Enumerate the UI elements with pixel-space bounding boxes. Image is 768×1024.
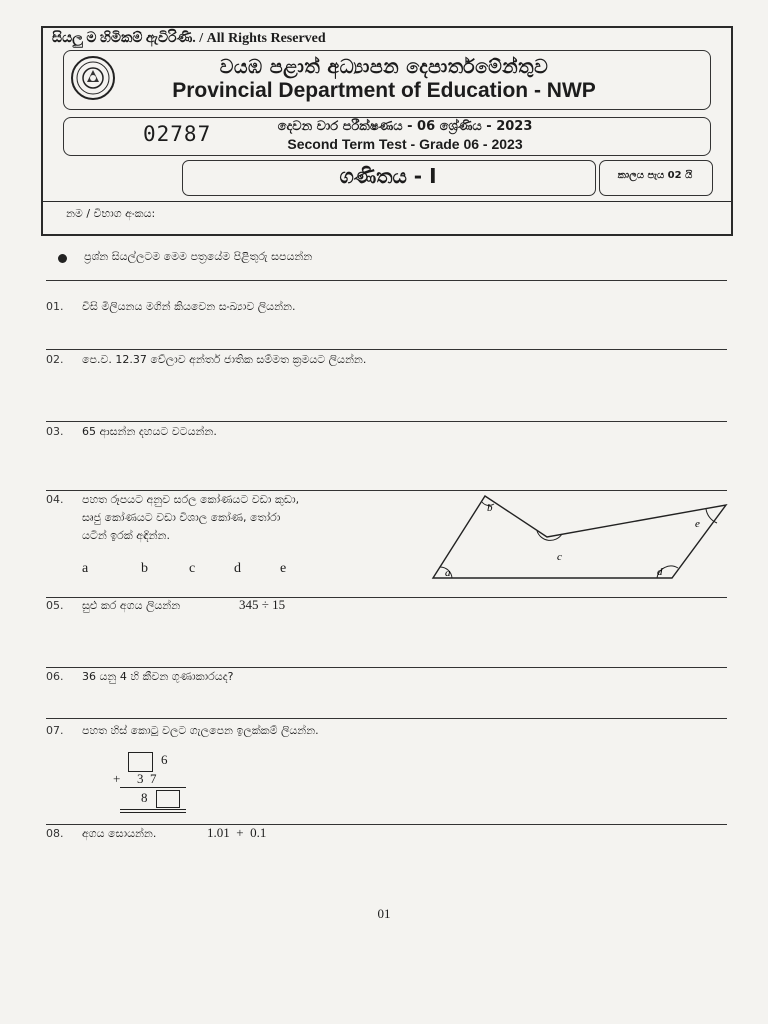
term-title-sinhala: දෙවන වාර පරීක්ෂණය - 06 ශ්‍රේණිය - 2023 bbox=[277, 119, 533, 134]
department-name-english: Provincial Department of Education - NWP bbox=[172, 79, 596, 102]
name-index-label: නම / විභාග අංකය: bbox=[66, 207, 156, 220]
question-text: අගය සොයන්න. bbox=[82, 827, 157, 840]
answer-line bbox=[46, 421, 727, 422]
figure-label-e: e bbox=[695, 518, 700, 530]
answer-line bbox=[46, 280, 727, 281]
addend-middle-digits: 3 7 bbox=[137, 771, 157, 786]
department-name-sinhala: වයඹ පළාත් අධ්‍යාපන දෙපාර්තමේන්තුව bbox=[219, 56, 549, 78]
bullet-icon bbox=[58, 254, 67, 263]
question-text: පෙ.ව. 12.37 වේලාව අන්තර් ජාතික සම්මත ක්‍රමයට ලියන්න. bbox=[82, 353, 367, 366]
question-text: සුළු කර අගය ලියන්න bbox=[82, 599, 181, 612]
time-allowed: කාලය පැය 02 යි bbox=[617, 170, 693, 181]
question-number: 03. bbox=[46, 425, 64, 438]
sum-digit: 8 bbox=[141, 790, 148, 805]
answer-line bbox=[46, 597, 727, 598]
option-c: c bbox=[189, 561, 196, 576]
question-number: 04. bbox=[46, 493, 64, 506]
name-divider bbox=[41, 201, 731, 202]
answer-line bbox=[46, 824, 727, 825]
question-text: 36 යනු 4 හි කීවන ගුණාකාරයද? bbox=[82, 670, 234, 683]
subject-title: ගණිතය - I bbox=[339, 164, 437, 188]
angle-arc-e bbox=[706, 509, 717, 523]
addend-top-digit: 6 bbox=[161, 752, 168, 767]
serial-number: 02787 bbox=[143, 122, 212, 146]
sum-line-bottom-1 bbox=[120, 809, 186, 810]
question-text-line1: පහත රූපයට අනුව සරල කෝණයට වඩා කුඩා, bbox=[82, 493, 300, 506]
question-text: 65 ආසන්න දහයට වටයන්න. bbox=[82, 425, 217, 438]
blank-box-sum bbox=[156, 790, 180, 808]
plus-sign: + bbox=[113, 771, 121, 786]
sum-line-top bbox=[120, 787, 186, 788]
answer-line bbox=[46, 349, 727, 350]
instruction-text: ප්‍රශ්න සියල්ලටම මෙම පත්‍රයේම පිළිතුරු සපයන්න bbox=[84, 250, 313, 263]
term-title-english: Second Term Test - Grade 06 - 2023 bbox=[287, 136, 523, 152]
question-text: විසි මිලියනය මගින් කියවෙන සංඛ්‍යාව ලියන්න. bbox=[82, 300, 296, 313]
figure-label-b: b bbox=[487, 502, 493, 514]
question-number: 02. bbox=[46, 353, 64, 366]
question-number: 05. bbox=[46, 599, 64, 612]
angle-figure bbox=[425, 490, 735, 586]
question-text: පහත හිස් කොටු වලට ගැලපෙන ඉලක්කම් ලියන්න. bbox=[82, 724, 319, 737]
figure-label-d: d bbox=[657, 566, 663, 578]
figure-label-c: c bbox=[557, 551, 562, 563]
figure-label-a: a bbox=[445, 567, 451, 579]
question-number: 06. bbox=[46, 670, 64, 683]
division-expression: 345 ÷ 15 bbox=[239, 597, 286, 612]
question-text-line3: යටින් ඉරක් අඳින්න. bbox=[82, 529, 170, 542]
option-e: e bbox=[280, 561, 287, 576]
question-number: 01. bbox=[46, 300, 64, 313]
addition-expression: 1.01 + 0.1 bbox=[207, 825, 267, 840]
option-d: d bbox=[234, 561, 241, 576]
option-a: a bbox=[82, 561, 89, 576]
sum-line-bottom-2 bbox=[120, 812, 186, 813]
figure-polygon bbox=[433, 496, 726, 578]
question-number: 08. bbox=[46, 827, 64, 840]
question-text-line2: සෘජු කෝණයට වඩා විශාල කෝණ, තෝරා bbox=[82, 511, 281, 524]
question-number: 07. bbox=[46, 724, 64, 737]
option-b: b bbox=[141, 561, 148, 576]
page-number: 01 bbox=[377, 906, 391, 921]
blank-box-top bbox=[128, 752, 153, 772]
answer-line bbox=[46, 667, 727, 668]
answer-line bbox=[46, 718, 727, 719]
copyright-notice: සියලු ම හිමිකම් ඇවිරිණි. / All Rights Reserved bbox=[52, 31, 326, 46]
